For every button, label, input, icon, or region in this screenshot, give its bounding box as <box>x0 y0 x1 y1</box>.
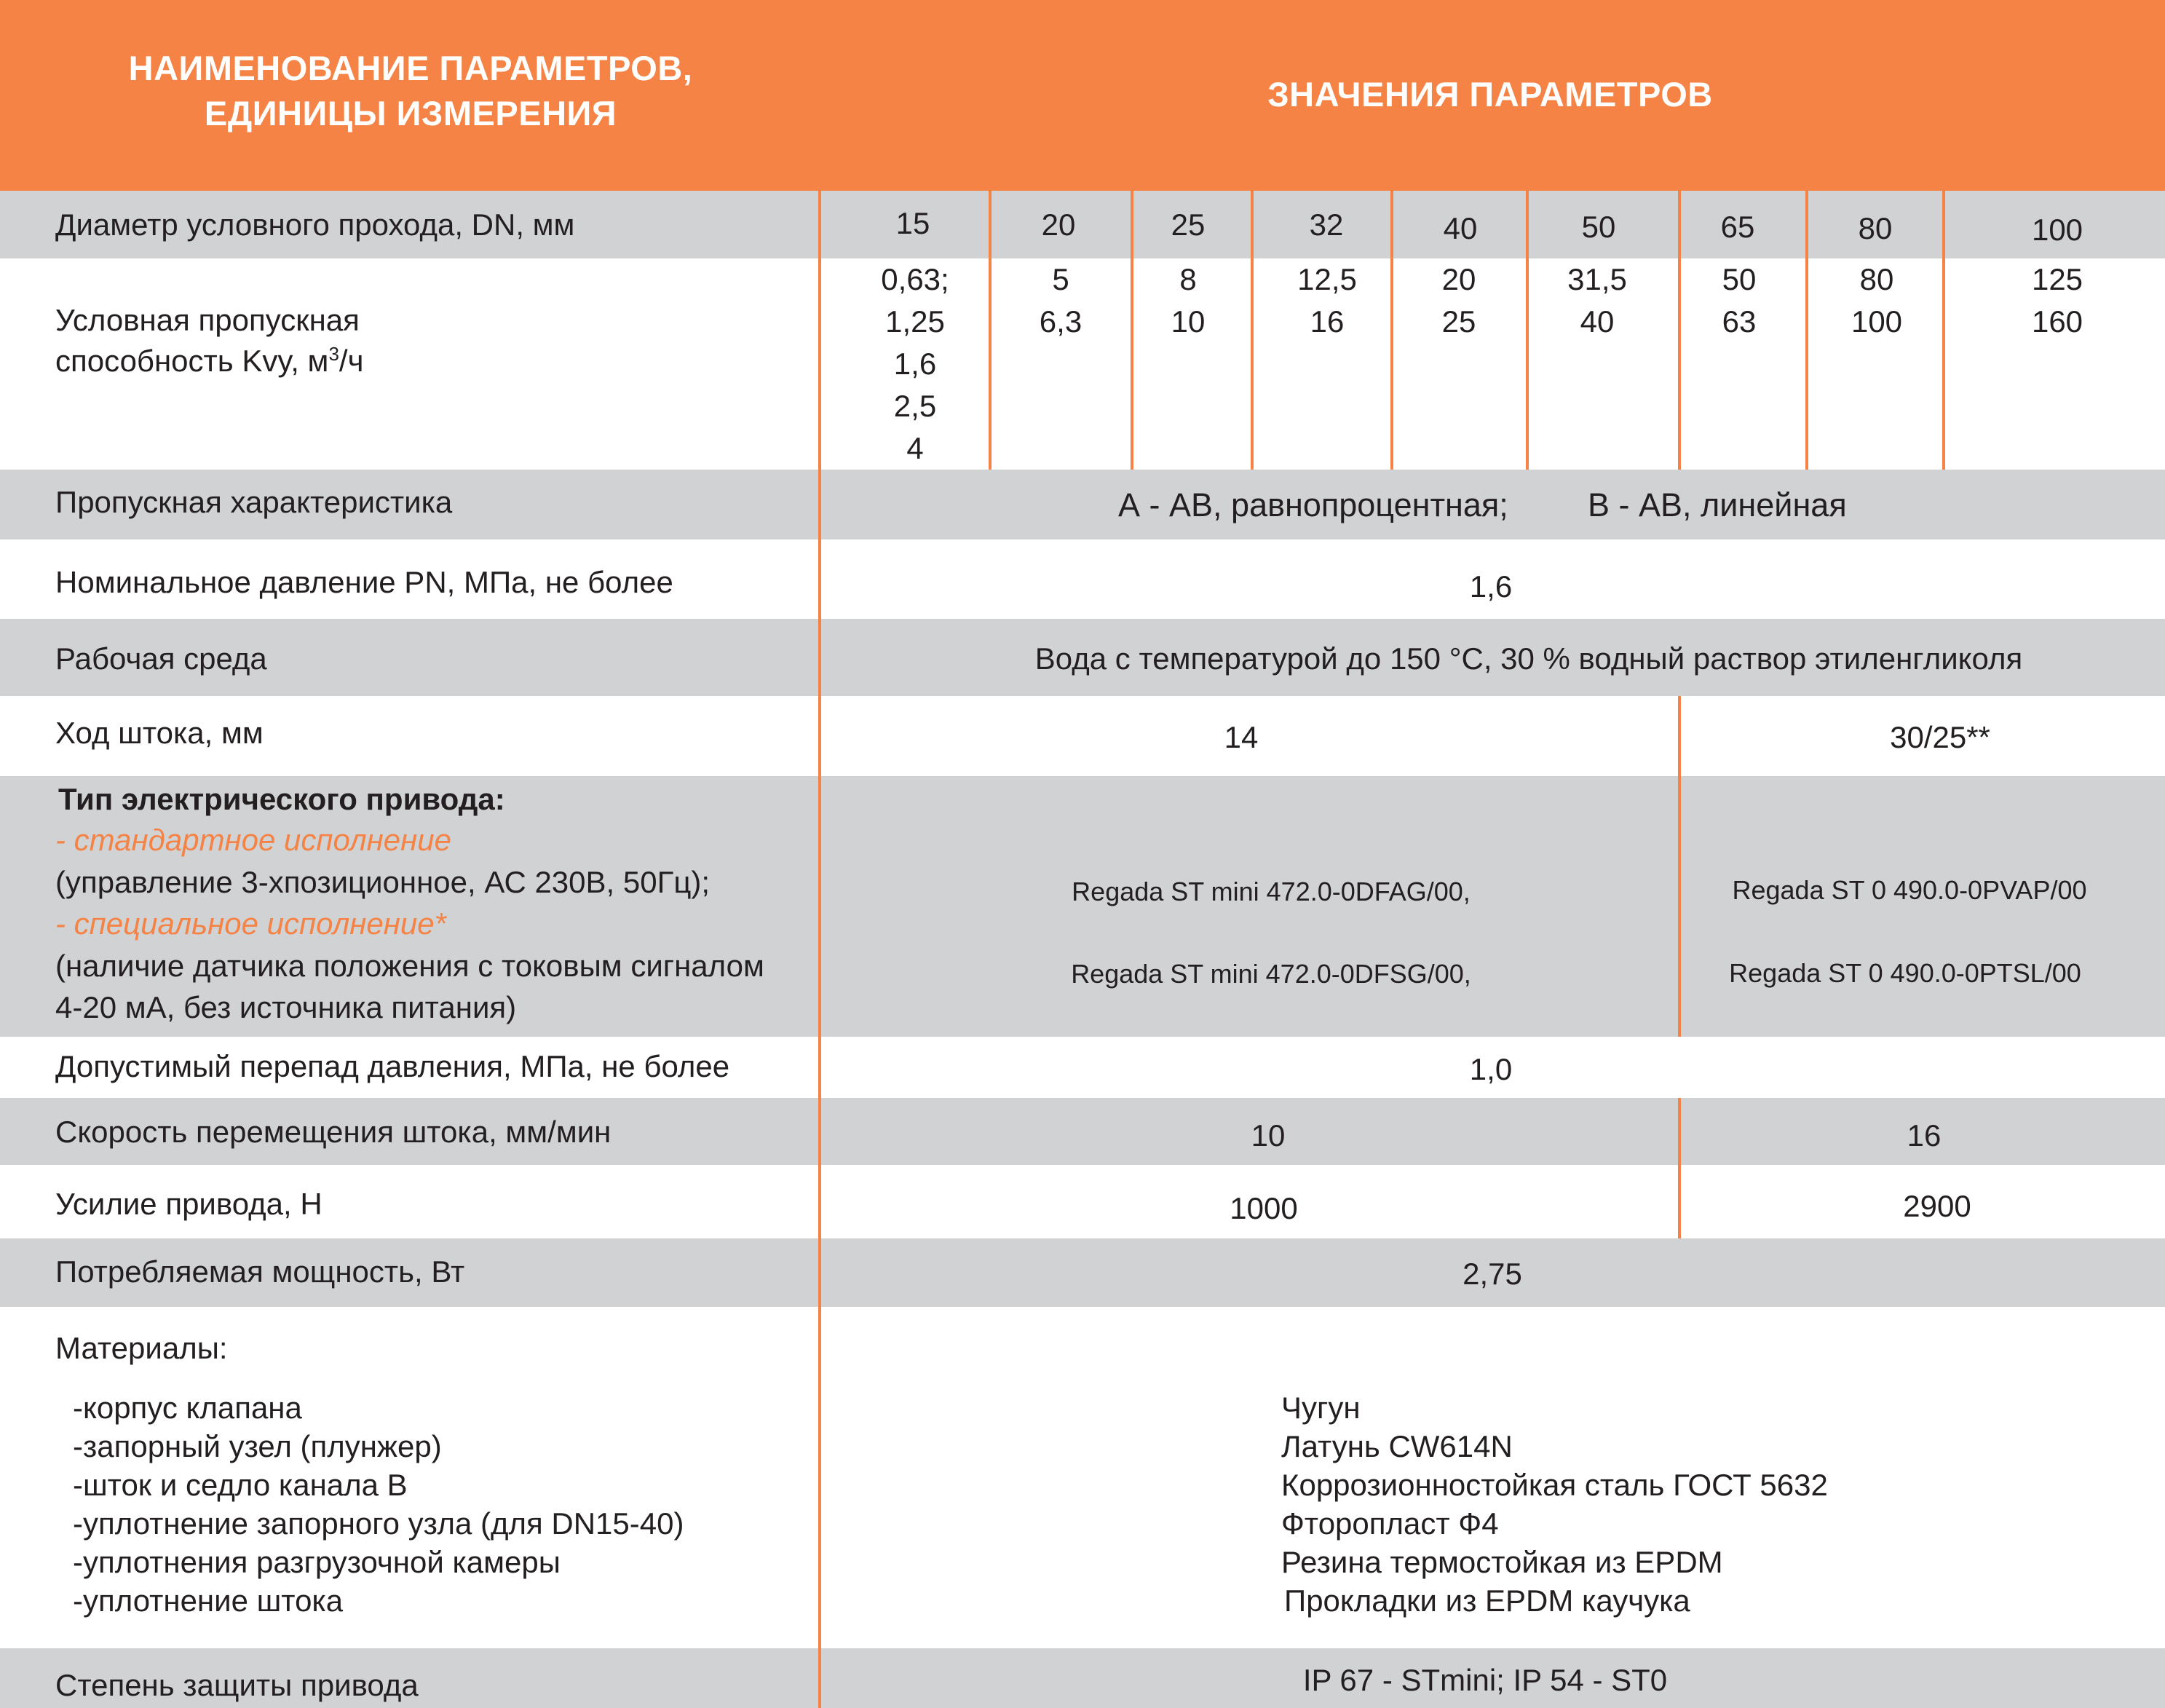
values-column-title: ЗНАЧЕНИЯ ПАРАМЕТРОВ <box>1267 75 1713 114</box>
speed-value-right: 16 <box>1907 1118 1942 1152</box>
drive-special-right: Regada ST 0 490.0-0PTSL/00 <box>1729 958 2081 988</box>
dn-divider-50 <box>1526 191 1529 470</box>
kvy-values-dn65: 50 63 <box>1722 262 1757 339</box>
drive-label-special-note1: (наличие датчика положения с токовым сигналом <box>55 949 764 983</box>
materials-item-name: -уплотнения разгрузочной камеры <box>73 1545 561 1579</box>
characteristic-value-a: А - АВ, равнопроцентная; <box>1118 486 1508 523</box>
materials-item-name: -уплотнение штока <box>73 1584 344 1618</box>
dn-divider-25 <box>1131 191 1133 470</box>
kvy-values-dn32: 12,5 16 <box>1297 262 1357 339</box>
characteristic-value-b: В - АВ, линейная <box>1588 486 1847 523</box>
dn-divider-20 <box>989 191 992 470</box>
dn-label: Диаметр условного прохода, DN, мм <box>55 207 575 242</box>
diff-pressure-value: 1,0 <box>1469 1052 1513 1086</box>
dn-value: 80 <box>1858 211 1893 245</box>
dn-value: 15 <box>895 206 930 240</box>
stroke-value-right: 30/25** <box>1890 720 1990 754</box>
materials-item-value: Фторопласт Ф4 <box>1281 1506 1499 1541</box>
dn-value: 40 <box>1443 211 1478 245</box>
materials-item-value: Резина термостойкая из EPDM <box>1281 1545 1723 1579</box>
param-column-title: НАИМЕНОВАНИЕ ПАРАМЕТРОВ, ЕДИНИЦЫ ИЗМЕРЕНИЯ <box>128 49 693 133</box>
medium-value: Вода с температурой до 150 °С, 30 % водный раствор этиленгликоля <box>1034 641 2023 676</box>
medium-label: Рабочая среда <box>55 641 267 676</box>
dn-divider-40 <box>1390 191 1393 470</box>
materials-item-value: Коррозионностойкая сталь ГОСТ 5632 <box>1281 1468 1828 1502</box>
materials-names <box>73 1388 684 1620</box>
dn-value: 20 <box>1041 207 1076 242</box>
pressure-label: Номинальное давление PN, МПа, не более <box>55 565 673 599</box>
protection-label: Степень защиты привода <box>55 1668 419 1702</box>
materials-item-name: -уплотнение запорного узла (для DN15-40) <box>73 1506 684 1541</box>
dn-value: 32 <box>1309 207 1344 242</box>
kvy-values-dn100: 125 160 <box>2031 262 2083 339</box>
drive-standard-left: Regada ST mini 472.0-0DFAG/00, <box>1072 877 1471 906</box>
kvy-values-dn50: 31,5 40 <box>1567 262 1627 339</box>
main-column-divider <box>818 0 821 1708</box>
protection-value: IP 67 - STmini; IP 54 - ST0 <box>1302 1663 1668 1697</box>
kvy-values-dn40: 20 25 <box>1441 262 1476 339</box>
dn-divider-65 <box>1678 191 1681 470</box>
dn-divider-80 <box>1805 191 1808 470</box>
speed-value-left: 10 <box>1251 1118 1286 1152</box>
materials-item-name: -шток и седло канала В <box>73 1468 408 1502</box>
materials-item-value: Чугун <box>1281 1391 1361 1425</box>
characteristic-label: Пропускная характеристика <box>55 485 453 519</box>
drive-special-left: Regada ST mini 472.0-0DFSG/00, <box>1071 959 1471 989</box>
dn-value: 25 <box>1171 207 1206 242</box>
drive-label-special-note2: 4-20 мА, без источника питания) <box>55 990 517 1024</box>
split-divider-stroke-drive <box>1678 696 1681 1037</box>
force-label: Усилие привода, Н <box>55 1187 322 1221</box>
kvy-values-dn80: 80 100 <box>1851 262 1903 339</box>
power-value: 2,75 <box>1463 1257 1522 1291</box>
speed-label: Скорость перемещения штока, мм/мин <box>55 1115 611 1149</box>
kvy-values-dn20: 5 6,3 <box>1039 262 1082 339</box>
dn-divider-32 <box>1251 191 1254 470</box>
dn-value: 50 <box>1581 210 1616 244</box>
materials-item-name: -корпус клапана <box>73 1391 302 1425</box>
materials-values <box>1281 1388 1828 1620</box>
pressure-value: 1,6 <box>1469 569 1513 604</box>
drive-label-title: Тип электрического привода: <box>58 782 505 816</box>
kvy-values-dn15: 0,63; 1,25 1,6 2,5 4 <box>881 262 949 465</box>
stroke-label: Ход штока, мм <box>55 716 264 750</box>
diff-pressure-label: Допустимый перепад давления, МПа, не более <box>55 1049 730 1083</box>
dn-divider-100 <box>1942 191 1945 470</box>
force-value-right: 2900 <box>1903 1189 1971 1223</box>
kvy-label-line2: способность Kvy, $м^3/ч$ <box>55 343 364 378</box>
stroke-value-left: 14 <box>1224 720 1259 754</box>
kvy-values-dn25: 8 10 <box>1171 262 1206 339</box>
split-divider-speed-force <box>1678 1098 1681 1238</box>
drive-standard-right: Regada ST 0 490.0-0PVAP/00 <box>1732 875 2087 905</box>
drive-label-standard: - стандартное исполнение <box>55 823 451 857</box>
materials-item-name: -запорный узел (плунжер) <box>73 1429 442 1463</box>
drive-label-special: - специальное исполнение* <box>55 906 446 941</box>
force-value-left: 1000 <box>1230 1191 1298 1225</box>
drive-label-standard-note: (управление 3-хпозиционное, АС 230В, 50Гц); <box>55 865 711 899</box>
materials-label: Материалы: <box>55 1331 228 1365</box>
kvy-label-line1: Условная пропускная <box>55 303 360 337</box>
dn-value: 65 <box>1720 210 1755 244</box>
materials-item-value: Латунь CW614N <box>1281 1429 1513 1463</box>
dn-value: 100 <box>2031 213 2083 247</box>
materials-item-value: Прокладки из EPDM каучука <box>1284 1584 1690 1618</box>
power-label: Потребляемая мощность, Вт <box>55 1254 465 1289</box>
